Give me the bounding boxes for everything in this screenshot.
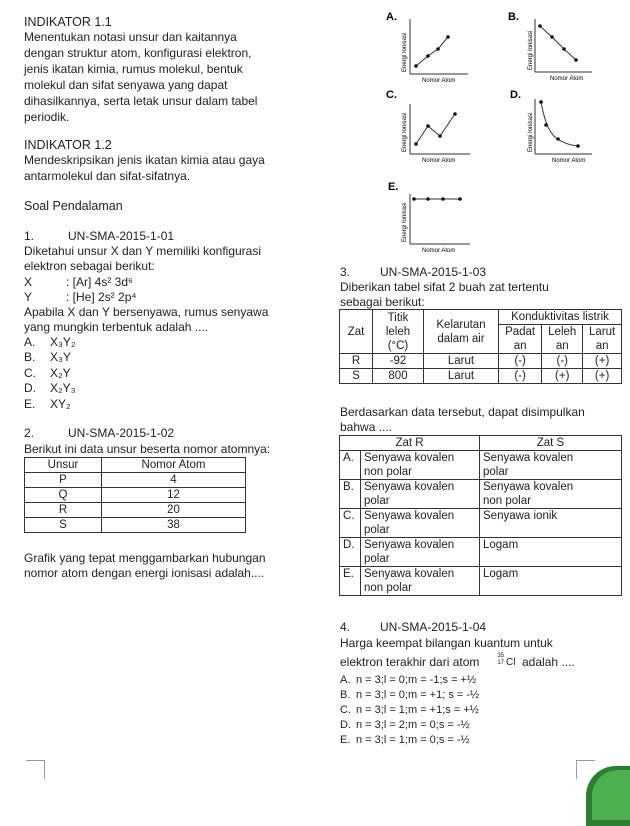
option-text: X₂Y (50, 366, 71, 380)
table-header: Unsur (25, 458, 102, 473)
graph-line (540, 26, 576, 60)
question-text: Grafik yang tepat menggambarkan hubungan (24, 551, 266, 565)
table-row (340, 509, 622, 538)
table-row (340, 451, 622, 480)
table-cell: S (25, 518, 102, 533)
indicator-1-2-title: INDIKATOR 1.2 (24, 138, 112, 152)
header-line: Kelarutan (436, 318, 486, 331)
graph-line (416, 37, 448, 66)
y-axis-label: Energi Ionisasi (528, 30, 534, 70)
option-letter: E. (24, 397, 36, 411)
section-title: Soal Pendalaman (24, 199, 123, 213)
data-point (412, 197, 416, 201)
table-cell: (+) (583, 369, 622, 384)
graph-a (386, 11, 468, 84)
table-header-row (340, 310, 622, 325)
option-text: n = 3;l = 1;m = +1;s = +½ (356, 704, 479, 716)
question-text: Apabila X dan Y bersenyawa, rumus senyawa (24, 305, 269, 319)
question-number: 1. (24, 229, 35, 243)
option-text: X₂Y₃ (50, 381, 76, 395)
question-text: Diketahui unsur X dan Y memiliki konfigurasi (24, 244, 262, 258)
table-cell: Larut (424, 369, 499, 384)
config-y-value: : [He] 2s² 2p⁴ (66, 290, 137, 304)
data-point (438, 134, 442, 138)
cell-line: polar (483, 466, 509, 478)
option-text: n = 3;l = 1;m = 0;s = -½ (356, 734, 470, 746)
graph-d (510, 89, 592, 164)
header-line: Titik (387, 311, 409, 324)
data-point (539, 100, 543, 104)
question-number: 3. (340, 265, 351, 279)
graph-e (388, 181, 470, 254)
mass-number: 35 (497, 653, 504, 659)
table-row (25, 488, 246, 503)
y-axis-label: Energi Ionisasi (402, 202, 408, 242)
y-axis-label: Energi Ionisasi (402, 32, 408, 72)
indicator-1-1-title: INDIKATOR 1.1 (24, 15, 112, 29)
table-row (340, 354, 622, 369)
table-cell: 20 (102, 503, 246, 518)
data-point (556, 137, 560, 141)
data-point (574, 58, 578, 62)
x-axis-label: Nomor Atom (552, 158, 586, 164)
graph-letter: D. (510, 89, 521, 101)
table-header: Zat S (480, 436, 622, 451)
option-letter: B. (24, 350, 36, 364)
table-cell: 4 (102, 473, 246, 488)
option-text: n = 3;l = 0;m = -1;s = +½ (356, 674, 477, 686)
cell-line: Senyawa kovalen (364, 452, 455, 464)
element-symbol: Cl (506, 657, 516, 668)
indicator-1-1-line: jenis ikatan kimia, rumus molekul, bentuk (24, 62, 243, 76)
question-number: 4. (340, 620, 351, 634)
table-cell: (-) (499, 354, 542, 369)
data-point (453, 112, 457, 116)
option-letter: A. (24, 335, 36, 349)
table-cell: (-) (542, 354, 583, 369)
option-text: XY₂ (50, 397, 71, 411)
question-text: elektron sebagai berikut: (24, 259, 155, 273)
table-header (373, 310, 424, 354)
option-letter: D. (340, 719, 351, 731)
question-code: UN-SMA-2015-1-04 (380, 620, 487, 634)
option-letter: E. (340, 567, 361, 596)
graph-letter: C. (386, 89, 397, 101)
table-cell (361, 451, 480, 480)
graph-letter: B. (508, 11, 519, 23)
option-letter: C. (24, 366, 36, 380)
option-text: n = 3;l = 0;m = +1; s = -½ (356, 689, 480, 701)
header-line: leleh (385, 325, 411, 338)
y-axis-label: Energi Ionisasi (528, 112, 534, 152)
data-point (538, 24, 542, 28)
question-code: UN-SMA-2015-1-03 (380, 265, 487, 279)
indicator-1-1-line: molekul dan sifat senyawa yang dapat (24, 78, 228, 92)
data-point (576, 144, 580, 148)
table-row (340, 538, 622, 567)
data-point (544, 123, 548, 127)
cell-line: non polar (483, 495, 531, 507)
option-letter: B. (340, 689, 351, 701)
header-line: an (595, 340, 609, 352)
option-letter: C. (340, 704, 351, 716)
table-header-row (340, 436, 622, 451)
table-cell: (-) (499, 369, 542, 384)
indicator-1-1-line: dengan struktur atom, konfigurasi elektron, (24, 46, 252, 60)
question-text: Berdasarkan data tersebut, dapat disimpulkan (340, 405, 585, 419)
graph-letter: E. (388, 181, 399, 193)
table-cell: P (25, 473, 102, 488)
question-code: UN-SMA-2015-1-01 (68, 229, 175, 243)
table-cell: 12 (102, 488, 246, 503)
table-cell: Logam (480, 567, 622, 596)
data-point (426, 124, 430, 128)
cell-line: Senyawa kovalen (364, 539, 455, 551)
header-line: dalam air (437, 332, 485, 345)
question-text: adalah .... (522, 655, 575, 669)
cell-line: polar (364, 495, 390, 507)
option-text: X₃Y (50, 350, 71, 364)
question-text: Diberikan tabel sifat 2 buah zat tertentu (340, 280, 549, 294)
data-point (441, 197, 445, 201)
table-row (340, 369, 622, 384)
cell-line: polar (364, 524, 390, 536)
header-line: an (555, 340, 569, 352)
question-text: bahwa .... (340, 420, 393, 434)
cell-line: Senyawa kovalen (364, 481, 455, 493)
table-cell: -92 (373, 354, 424, 369)
cell-line: Senyawa kovalen (483, 481, 574, 493)
table-row (25, 518, 246, 533)
table-cell: 38 (102, 518, 246, 533)
table-cell (480, 480, 622, 509)
corner-mark (26, 760, 45, 779)
indicator-1-1-line: Menentukan notasi unsur dan kaitannya (24, 30, 237, 44)
table-header (499, 325, 542, 354)
table-cell: Senyawa ionik (480, 509, 622, 538)
header-line: an (513, 340, 527, 352)
cell-line: Senyawa kovalen (364, 510, 455, 522)
question-text: elektron terakhir dari atom (340, 655, 480, 669)
x-axis-label: Nomor Atom (550, 76, 584, 82)
data-point (436, 47, 440, 51)
y-axis-label: Energi Ionisasi (402, 112, 408, 152)
question-code: UN-SMA-2015-1-02 (68, 426, 175, 440)
element-table (24, 457, 246, 533)
table-row (340, 567, 622, 596)
cell-line: non polar (364, 582, 412, 594)
table-cell (480, 451, 622, 480)
atomic-number: 17 (497, 660, 504, 666)
data-point (414, 64, 418, 68)
header-line: Padat (505, 326, 536, 338)
x-axis-label: Nomor Atom (422, 78, 456, 84)
cell-line: Senyawa kovalen (364, 568, 455, 580)
table-header: Nomor Atom (102, 458, 246, 473)
table-header (424, 310, 499, 354)
table-row (25, 503, 246, 518)
option-text: n = 3;l = 2;m = 0;s = -½ (356, 719, 470, 731)
properties-table (339, 309, 622, 384)
table-cell: 800 (373, 369, 424, 384)
option-letter: D. (24, 381, 36, 395)
question-text: sebagai berikut: (340, 295, 425, 309)
indicator-1-1-line: dihasilkannya, serta letak unsur dalam tabel (24, 94, 258, 108)
indicator-1-1-line: periodik. (24, 110, 70, 124)
config-x-value: : [Ar] 4s² 3d⁶ (66, 275, 133, 289)
indicator-1-2-line: antarmolekul dan sifat-sifatnya. (24, 169, 191, 183)
data-point (426, 197, 430, 201)
cell-line: non polar (364, 466, 412, 478)
data-point (414, 142, 418, 146)
header-line: Leleh (548, 326, 577, 338)
table-header: Konduktivitas listrik (499, 310, 622, 325)
question-text: yang mungkin terbentuk adalah .... (24, 320, 209, 334)
table-cell: S (340, 369, 373, 384)
graph-options (380, 4, 620, 262)
table-cell: Larut (424, 354, 499, 369)
option-letter: A. (340, 674, 351, 686)
header-line: Larut (589, 326, 616, 338)
cell-line: polar (364, 553, 390, 565)
graph-b (508, 11, 592, 82)
table-header: Zat R (340, 436, 480, 451)
option-letter: D. (340, 538, 361, 567)
option-letter: B. (340, 480, 361, 509)
table-header (583, 325, 622, 354)
table-cell: Q (25, 488, 102, 503)
x-axis-label: Nomor Atom (422, 158, 456, 164)
question-text: Berikut ini data unsur beserta nomor atomnya: (24, 442, 271, 456)
table-cell (361, 480, 480, 509)
option-letter: C. (340, 509, 361, 538)
table-row (340, 480, 622, 509)
cell-line: Senyawa kovalen (483, 452, 574, 464)
table-header-row (25, 458, 246, 473)
table-cell: (+) (542, 369, 583, 384)
question-number: 2. (24, 426, 35, 440)
data-point (458, 197, 462, 201)
table-cell: R (25, 503, 102, 518)
data-point (550, 35, 554, 39)
config-y-label: Y (24, 290, 33, 304)
graph-line (416, 114, 455, 144)
indicator-1-2-line: Mendeskripsikan jenis ikatan kimia atau gaya (24, 153, 265, 167)
table-header: Zat (340, 310, 373, 354)
table-cell (361, 567, 480, 596)
data-point (562, 47, 566, 51)
question-text: Harga keempat bilangan kuantum untuk (340, 636, 553, 650)
table-cell: R (340, 354, 373, 369)
config-x-label: X (24, 275, 33, 289)
table-row (25, 473, 246, 488)
answer-table (339, 435, 622, 596)
question-text: nomor atom dengan energi ionisasi adalah.... (24, 566, 265, 580)
x-axis-label: Nomor Atom (422, 248, 456, 254)
table-cell (361, 538, 480, 567)
graph-letter: A. (386, 11, 397, 23)
header-line: (°C) (387, 339, 409, 352)
option-text: X₃Y₂ (50, 335, 76, 349)
graph-c (386, 89, 470, 164)
isotope-notation (494, 653, 504, 667)
data-point (446, 35, 450, 39)
table-cell: (+) (583, 354, 622, 369)
option-letter: A. (340, 451, 361, 480)
option-letter: E. (340, 734, 351, 746)
table-cell: Logam (480, 538, 622, 567)
table-cell (361, 509, 480, 538)
table-header (542, 325, 583, 354)
data-point (426, 54, 430, 58)
